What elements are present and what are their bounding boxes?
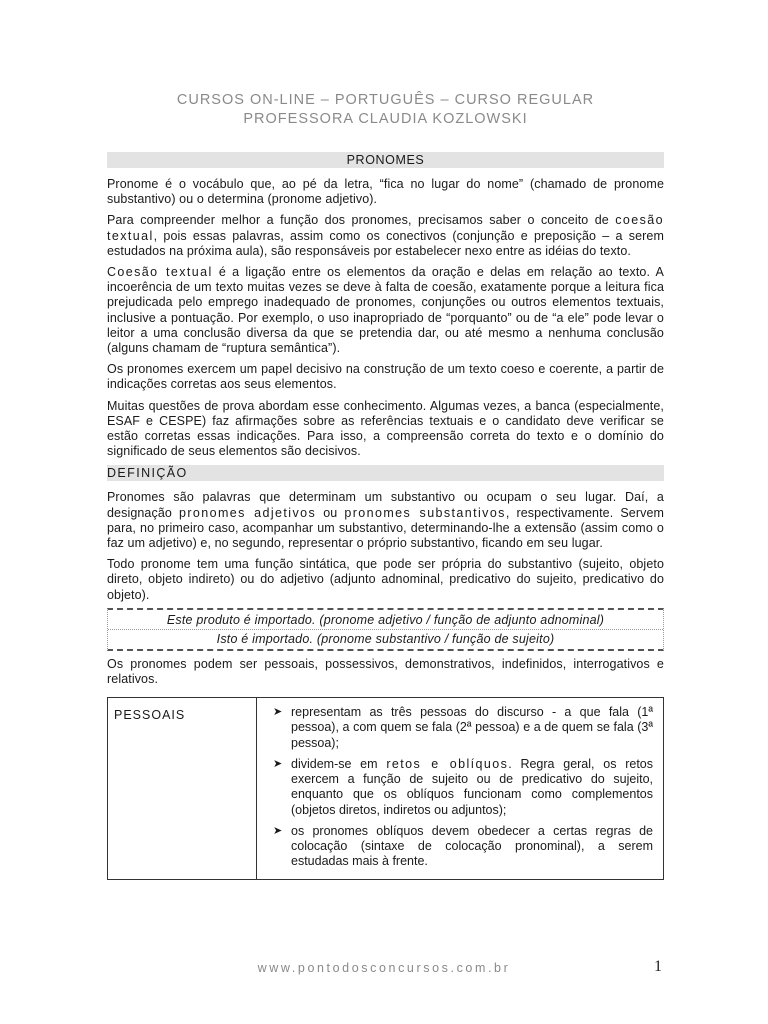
paragraph-text: Pronomes são palavras que determinam um substantivo ou ocupam o seu lugar. Daí, a designação: [107, 490, 664, 520]
paragraph-pronome-definition: Pronome é o vocábulo que, ao pé da letra, “fica no lugar do nome” (chamado de pronome substantivo) ou o determina (pronome adjetivo).: [107, 177, 664, 207]
arrow-bullet-icon: ➤: [273, 757, 283, 770]
document-page: [107, 0, 664, 880]
list-item-text: os pronomes oblíquos devem obedecer a certas regras de colocação (sintaxe de colocação pronominal), a serem estudadas mais à frente.: [291, 823, 653, 869]
table-category-cell: PESSOAIS: [108, 698, 257, 880]
header-course-line: CURSOS ON-LINE – PORTUGUÊS – CURSO REGULAR: [176, 92, 595, 108]
examples-box: [107, 608, 664, 651]
pronouns-table: [107, 697, 664, 880]
paragraph-papel-pronomes: Os pronomes exercem um papel decisivo na construção de um texto coeso e coerente, a partir de indicações corretas aos seus elementos.: [107, 362, 664, 392]
list-item: [273, 705, 653, 751]
table-row: [108, 698, 664, 880]
paragraph-questoes-prova: Muitas questões de prova abordam esse conhecimento. Algumas vezes, a banca (especialmente, ESAF e CESPE) faz afirmações sobre as referências textuais e o candidato deve verificar se estão corretas essas indicações. Para isso, a compreensão correta do texto e o domínio do significado de seus elementos são decisivos.: [107, 398, 664, 459]
section-title-pronomes: PRONOMES: [107, 152, 664, 168]
list-item-text: [291, 757, 653, 818]
list-item: [273, 824, 653, 870]
paragraph-text: , respectivamente. Servem para, no primeiro caso, acompanhar um substantivo, determinando-lhe a extensão (assim como o faz um adjetivo) e, no segundo, representar o próprio substantivo, ficando em seu lugar.: [107, 505, 665, 551]
paragraph-text: Para compreender melhor a função dos pronomes, precisamos saber o conceito de: [107, 213, 616, 228]
term-pronomes-substantivos: pronomes substantivos: [344, 505, 506, 520]
footer-website: www.pontodosconcursos.com.br: [257, 961, 511, 975]
header-teacher-line: PROFESSORA CLAUDIA KOZLOWSKI: [243, 111, 528, 127]
term-pronomes-adjetivos: pronomes adjetivos: [179, 505, 317, 520]
paragraph-funcao-sintatica: Todo pronome tem uma função sintática, que pode ser própria do substantivo (sujeito, objeto direto, objeto indireto) ou do adjetivo (adjunto adnominal, predicativo do sujeito, predicativo do objeto).: [107, 557, 664, 602]
arrow-bullet-icon: ➤: [273, 706, 283, 719]
paragraph-tipos-pronomes: Os pronomes podem ser pessoais, possessivos, demonstrativos, indefinidos, interrogativos e relativos.: [107, 656, 664, 687]
paragraph-text: é a ligação entre os elementos da oração e delas em relação ao texto. A incoerência de um texto muitas vezes se deve à falta de coesão, exatamente porque a leitura fica prejudicada pelo emprego inadequado de pronomes, conjunções ou outros elementos textuais, inclusive a pontuação. Por exemplo, o uso inapropriado de “porquanto” ou de “a ele” pode levar o leitor a uma conclusão diversa da que se pretendia dar, ou até mesmo a nenhuma conclusão (alguns chamam de “ruptura semântica”).: [107, 265, 664, 356]
term-coesao-textual: Coesão textual: [107, 265, 213, 280]
table-items-cell: [257, 698, 664, 880]
item-text: dividem-se em: [291, 756, 387, 771]
term-coesao-textual: coesão textual: [107, 213, 664, 243]
paragraph-definicao: [107, 490, 664, 551]
item-text: . Regra geral, os retos exercem a função de sujeito ou de predicativo do sujeito, enquanto que os oblíquos funcionam como complementos (objetos diretos, indiretos ou adjuntos);: [291, 756, 653, 817]
list-item-text: representam as três pessoas do discurso - a que fala (1ª pessoa), a com quem se fala (2ª pessoa) e a de quem se fala (3ª pessoa);: [291, 705, 653, 750]
paragraph-text: ou: [316, 505, 345, 520]
arrow-bullet-icon: ➤: [273, 824, 283, 837]
paragraph-text: , pois essas palavras, assim como os conectivos (conjunção e preposição – a serem estudados na próxima aula), são responsáveis por estabelecer nexo entre as idéias do texto.: [107, 228, 664, 258]
list-item: [273, 757, 653, 818]
example-pronome-adjetivo: Este produto é importado. (pronome adjetivo / função de adjunto adnominal): [108, 611, 663, 630]
example-pronome-substantivo: Isto é importado. (pronome substantivo / função de sujeito): [216, 631, 555, 646]
section-title-definicao: [107, 465, 664, 481]
page-number: 1: [654, 958, 662, 975]
definition-title: DEFINIÇÃO: [107, 466, 188, 481]
paragraph-coesao-intro: [107, 213, 664, 259]
term-retos-obliquos: retos e oblíquos: [386, 756, 509, 771]
paragraph-coesao-definition: [107, 265, 664, 356]
